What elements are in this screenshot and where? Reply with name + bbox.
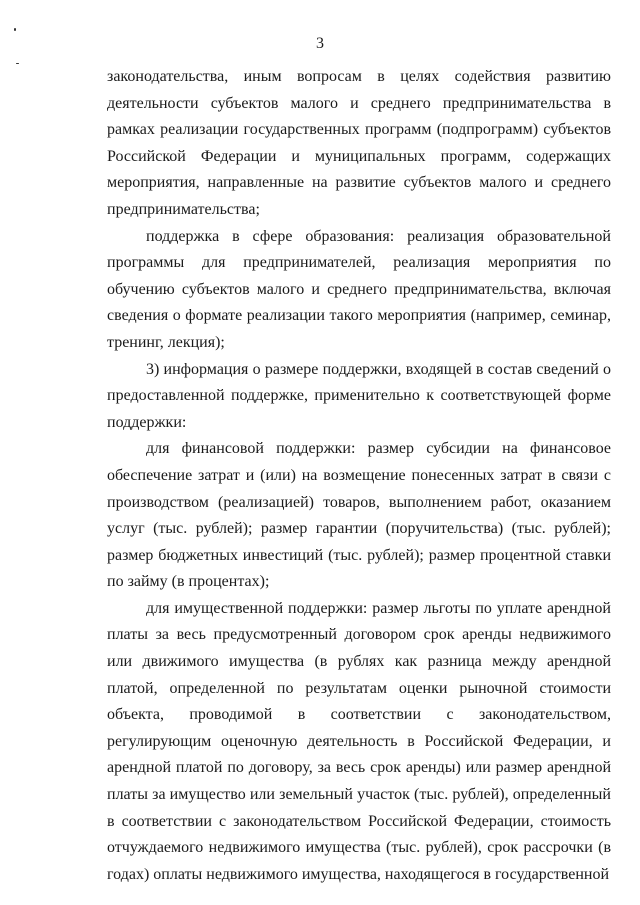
scan-speck <box>14 28 16 31</box>
scan-speck <box>16 63 19 64</box>
document-body <box>107 64 611 888</box>
paragraph-4: для финансовой поддержки: размер субсидии на финансовое обеспечение затрат и (или) на возмещение понесенных затрат в связи с производством (реализацией) товаров, выполнением работ, оказанием услуг (тыс. рублей); размер гарантии (поручительства) (тыс. рублей); размер бюджетных инвестиций (тыс. рублей); размер процентной ставки по займу (в процентах); <box>107 440 611 591</box>
paragraph-1: законодательства, иным вопросам в целях содействия развитию деятельности субъектов малого и среднего предпринимательства в рамках реализации государственных программ (подпрограмм) субъектов Российской Федерации и муниципальных программ, содержащих мероприятия, направленные на развитие субъектов малого и среднего предпринимательства; <box>107 68 611 218</box>
paragraph-3: 3) информация о размере поддержки, входящей в состав сведений о предоставленной поддержке, применительно к соответствующей форме поддержки: <box>107 360 611 431</box>
page-number: 3 <box>316 35 324 52</box>
paragraph-5: для имущественной поддержки: размер льготы по уплате арендной платы за весь предусмотренный договором срок аренды недвижимого или движимого имущества (в рублях как разница между арендной платой, определенной по результатам оценки рыночной стоимости объекта, проводимой в соответствии с законодательством, регулирующим оценочную деятельность в Российской Федерации, и арендной платой по договору, за весь срок аренды) или размер арендной платы за имущество или земельный участок (тыс. рублей), определенный в соответствии с законодательством Российской Федерации, стоимость отчуждаемого недвижимого имущества (тыс. рублей), срок рассрочки (в годах) оплаты недвижимого имущества, находящегося в государственной <box>107 599 611 883</box>
paragraph-2: поддержка в сфере образования: реализация образовательной программы для предпринимателей, реализация мероприятия по обучению субъектов малого и среднего предпринимательства, включая сведения о формате реализации такого мероприятия (например, семинар, тренинг, лекция); <box>107 227 611 351</box>
